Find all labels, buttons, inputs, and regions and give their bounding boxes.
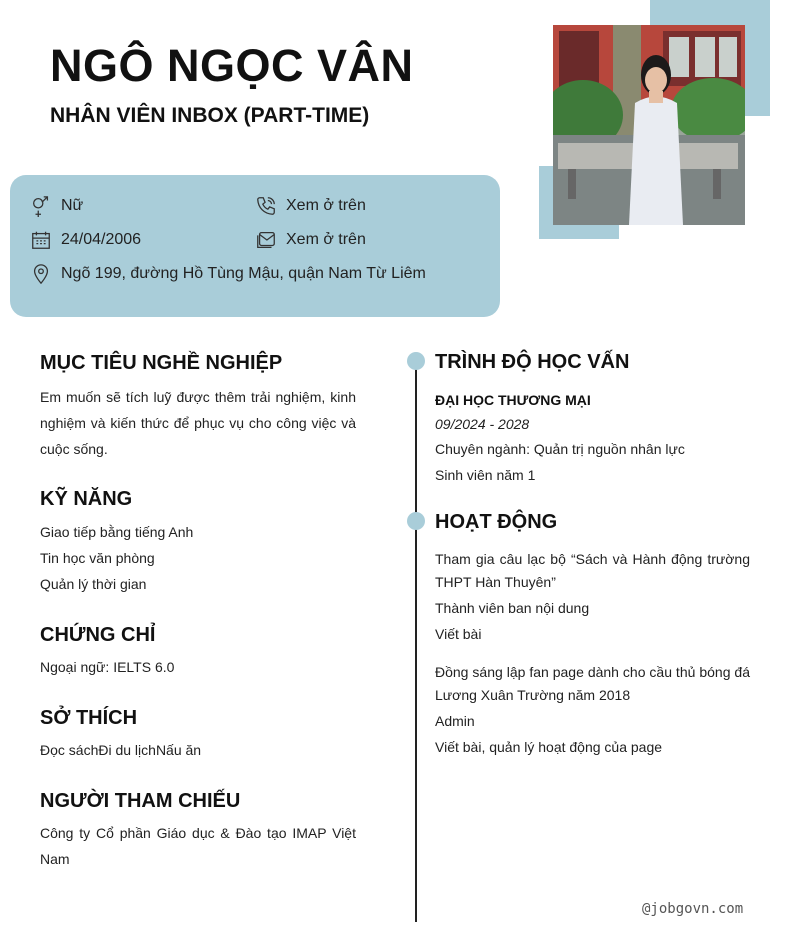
address-row <box>30 263 426 285</box>
gender-icon <box>30 195 52 217</box>
references-text: Công ty Cổ phần Giáo dục & Đào tạo IMAP Việt Nam <box>40 825 356 867</box>
candidate-name: NGÔ NGỌC VÂN <box>50 40 414 91</box>
hobbies-text: Đọc sáchĐi du lịchNấu ăn <box>40 742 202 758</box>
timeline-dot <box>407 352 425 370</box>
education-period: 09/2024 - 2028 <box>435 416 530 432</box>
activity-detail: Viết bài, quản lý hoạt động của page <box>435 739 663 755</box>
activity-detail: Thành viên ban nội dung <box>435 600 590 616</box>
education-title: TRÌNH ĐỘ HỌC VẤN <box>435 351 630 373</box>
certificate-item: Ngoại ngữ: IELTS 6.0 <box>40 659 175 675</box>
gender-row <box>30 195 83 217</box>
calendar-icon <box>30 229 52 251</box>
references-title: NGƯỜI THAM CHIẾU <box>40 790 241 812</box>
timeline-dot <box>407 512 425 530</box>
phone-value: Xem ở trên <box>286 197 366 214</box>
activities-title: HOẠT ĐỘNG <box>435 511 558 533</box>
location-icon <box>30 263 52 285</box>
school-name: ĐẠI HỌC THƯƠNG MẠI <box>435 392 591 408</box>
contact-info-panel <box>10 175 500 317</box>
education-major: Chuyên ngành: Quản trị nguồn nhân lực <box>435 441 685 457</box>
activity-name: Tham gia câu lạc bộ “Sách và Hành động trường THPT Hàn Thuyên” <box>435 551 750 590</box>
phone-row <box>255 195 366 217</box>
skill-item: Giao tiếp bằng tiếng Anh <box>40 524 194 540</box>
skill-item: Tin học văn phòng <box>40 550 155 566</box>
gender-value: Nữ <box>61 197 84 214</box>
profile-photo <box>553 25 745 225</box>
phone-icon <box>255 195 277 217</box>
watermark-text: @jobgovn.com <box>642 901 744 917</box>
email-row <box>255 229 366 251</box>
address-value: Ngõ 199, đường Hồ Tùng Mậu, quận Nam Từ Liêm <box>61 265 426 282</box>
activity-detail: Admin <box>435 713 475 729</box>
activity-name: Đồng sáng lập fan page dành cho cầu thủ bóng đá Lương Xuân Trường năm 2018 <box>435 664 750 703</box>
skills-title: KỸ NĂNG <box>40 488 133 510</box>
birthday-row <box>30 229 141 251</box>
skill-item: Quản lý thời gian <box>40 576 147 592</box>
objective-title: MỤC TIÊU NGHỀ NGHIỆP <box>40 352 283 374</box>
activity-detail: Viết bài <box>435 626 482 642</box>
objective-text: Em muốn sẽ tích luỹ được thêm trải nghiệm, kinh nghiệm và kiến thức để phục vụ cho công việc và cuộc sống. <box>40 389 356 457</box>
education-year: Sinh viên năm 1 <box>435 467 536 483</box>
timeline-divider <box>415 360 417 922</box>
certificates-title: CHỨNG CHỈ <box>40 624 156 646</box>
job-title: NHÂN VIÊN INBOX (PART-TIME) <box>50 104 370 127</box>
birthday-value: 24/04/2006 <box>61 231 142 248</box>
mail-icon <box>255 229 277 251</box>
hobbies-title: SỞ THÍCH <box>40 707 138 729</box>
email-value: Xem ở trên <box>286 231 366 248</box>
